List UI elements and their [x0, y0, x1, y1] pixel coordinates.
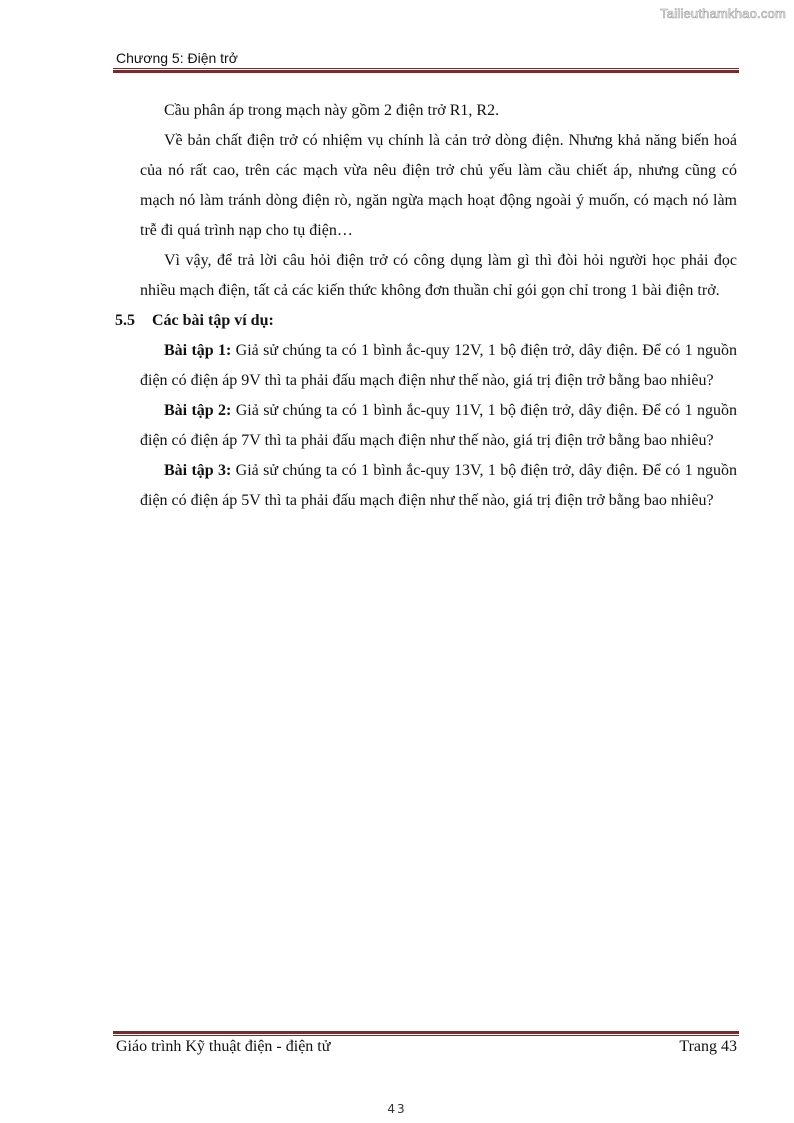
exercise-3 [140, 456, 737, 516]
footer-rule-thick [113, 1031, 739, 1034]
exercise-2-label: Bài tập 2: [164, 402, 232, 419]
paragraph-3: Vì vậy, để trả lời câu hỏi điện trở có công dụng làm gì thì đòi hỏi người học phải đọc nhiều mạch điện, tất cả các kiến thức không đơn thuần chỉ gói gọn chỉ trong 1 bài điện trở. [140, 252, 737, 299]
exercise-2-text: Giả sử chúng ta có 1 bình ắc-quy 11V, 1 bộ điện trở, dây điện. Để có 1 nguồn điện có điện áp 7V thì ta phải đấu mạch điện như thế nào, giá trị điện trở bằng bao nhiêu? [140, 402, 738, 449]
exercise-1 [140, 336, 737, 396]
paragraph-2: Về bản chất điện trở có nhiệm vụ chính là cản trở dòng điện. Nhưng khả năng biến hoá của nó rất cao, trên các mạch vừa nêu điện trở chủ yếu làm cầu chiết áp, nhưng cũng có mạch nó làm tránh dòng điện rò, ngăn ngừa mạch hoạt động ngoài ý muốn, có mạch nó làm trễ đi quá trình nạp cho tụ điện… [140, 132, 737, 239]
exercise-2 [140, 396, 737, 456]
page-number: 43 [387, 1102, 407, 1116]
footer-book-title: Giáo trình Kỹ thuật điện - điện tử [116, 1038, 331, 1055]
footer-rule-thin [113, 1035, 739, 1036]
paragraph-1: Cầu phân áp trong mạch này gồm 2 điện trở R1, R2. [164, 102, 500, 119]
page-content [115, 96, 738, 516]
header-rule-thick [113, 70, 739, 73]
section-number: 5.5 [115, 312, 135, 329]
footer-page-label: Trang 43 [679, 1038, 737, 1055]
header-rule-thin [113, 68, 739, 69]
chapter-header: Chương 5: Điện trở [116, 50, 238, 66]
exercise-3-label: Bài tập 3: [164, 462, 232, 479]
exercise-1-text: Giả sử chúng ta có 1 bình ắc-quy 12V, 1 bộ điện trở, dây điện. Để có 1 nguồn điện có điện áp 9V thì ta phải đấu mạch điện như thế nào, giá trị điện trở bằng bao nhiêu? [140, 342, 738, 389]
watermark: Tailieuthamkhao.com [660, 6, 786, 21]
exercise-1-label: Bài tập 1: [164, 342, 232, 359]
exercise-3-text: Giả sử chúng ta có 1 bình ắc-quy 13V, 1 bộ điện trở, dây điện. Để có 1 nguồn điện có điện áp 5V thì ta phải đấu mạch điện như thế nào, giá trị điện trở bằng bao nhiêu? [140, 462, 738, 509]
section-title: Các bài tập ví dụ: [152, 312, 274, 329]
section-heading [115, 306, 737, 336]
